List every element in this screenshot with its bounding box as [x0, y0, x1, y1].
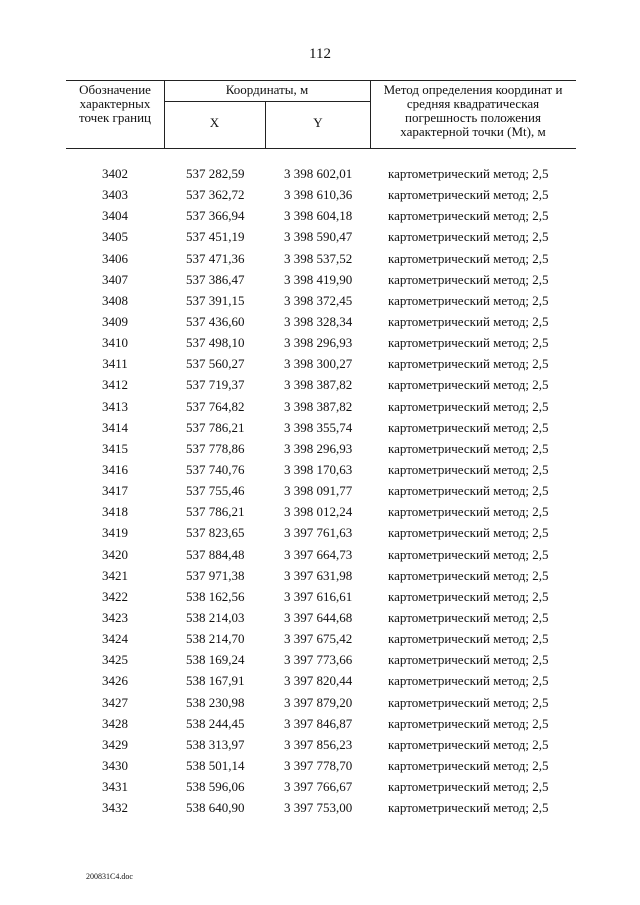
- table-row: [66, 396, 586, 417]
- method: картометрический метод; 2,5: [388, 356, 549, 372]
- table-row: [66, 522, 586, 543]
- point-number: 3420: [102, 546, 128, 562]
- method: картометрический метод; 2,5: [388, 546, 549, 562]
- method: картометрический метод; 2,5: [388, 229, 549, 245]
- coordinate-y: 3 397 856,23: [284, 736, 353, 752]
- method: картометрический метод; 2,5: [388, 461, 549, 477]
- table-header: [66, 80, 576, 150]
- coordinate-x: 538 169,24: [186, 652, 245, 668]
- coordinate-y: 3 397 761,63: [284, 525, 353, 541]
- coordinate-x: 537 786,21: [186, 504, 245, 520]
- coordinate-y: 3 398 537,52: [284, 250, 353, 266]
- header-y: Y: [313, 115, 323, 130]
- table-row: [66, 248, 586, 269]
- point-number: 3432: [102, 800, 128, 816]
- table-row: [66, 692, 586, 713]
- method: картометрический метод; 2,5: [388, 208, 549, 224]
- method: картометрический метод; 2,5: [388, 631, 549, 647]
- point-number: 3423: [102, 609, 128, 625]
- coordinate-y: 3 397 616,61: [284, 588, 353, 604]
- table-row: [66, 480, 586, 501]
- coordinate-x: 537 471,36: [186, 250, 245, 266]
- point-number: 3418: [102, 504, 128, 520]
- point-number: 3424: [102, 631, 128, 647]
- coordinate-x: 537 740,76: [186, 461, 245, 477]
- method: картометрический метод; 2,5: [388, 673, 549, 689]
- coordinate-x: 537 755,46: [186, 483, 245, 499]
- coordinate-y: 3 398 372,45: [284, 292, 353, 308]
- table-row: [66, 438, 586, 459]
- page-number: 112: [309, 46, 331, 62]
- point-number: 3421: [102, 567, 128, 583]
- coordinate-x: 538 244,45: [186, 715, 245, 731]
- coordinate-x: 538 640,90: [186, 800, 245, 816]
- header-bottom-rule: [66, 148, 576, 149]
- method: картометрический метод; 2,5: [388, 166, 549, 181]
- coordinate-y: 3 397 664,73: [284, 546, 353, 562]
- table-row: [66, 417, 586, 438]
- coordinate-x: 538 214,70: [186, 631, 245, 647]
- point-number: 3417: [102, 483, 128, 499]
- table-row: [66, 670, 586, 691]
- coordinate-x: 537 366,94: [186, 208, 245, 224]
- method: картометрический метод; 2,5: [388, 335, 549, 351]
- method: картометрический метод; 2,5: [388, 779, 549, 795]
- coordinate-y: 3 397 846,87: [284, 715, 353, 731]
- coordinate-x: 538 313,97: [186, 736, 245, 752]
- coordinate-y: 3 398 012,24: [284, 504, 353, 520]
- coordinate-y: 3 397 778,70: [284, 757, 353, 773]
- table-row: [66, 776, 586, 797]
- point-number: 3425: [102, 652, 128, 668]
- coordinate-x: 538 162,56: [186, 588, 245, 604]
- point-number: 3431: [102, 779, 128, 795]
- point-number: 3408: [102, 292, 128, 308]
- table-row: [66, 649, 586, 670]
- coordinate-y: 3 398 590,47: [284, 229, 353, 245]
- coordinate-y: 3 398 387,82: [284, 377, 353, 393]
- coordinate-y: 3 398 296,93: [284, 440, 353, 456]
- header-method: Метод определения координат и средняя квадратическая погрешность положения характерной точки (Mt), м: [383, 82, 563, 139]
- method: картометрический метод; 2,5: [388, 313, 549, 329]
- table-row: [66, 501, 586, 522]
- coordinate-y: 3 397 773,66: [284, 652, 353, 668]
- coordinates-divider-rule: [164, 101, 370, 102]
- point-number: 3419: [102, 525, 128, 541]
- method: картометрический метод; 2,5: [388, 187, 549, 203]
- method: картометрический метод; 2,5: [388, 398, 549, 414]
- table-row: [66, 713, 586, 734]
- coordinate-x: 538 596,06: [186, 779, 245, 795]
- table-row: [66, 607, 586, 628]
- method: картометрический метод; 2,5: [388, 588, 549, 604]
- point-number: 3412: [102, 377, 128, 393]
- coordinate-x: 538 214,03: [186, 609, 245, 625]
- coordinate-y: 3 397 644,68: [284, 609, 353, 625]
- table-row: [66, 332, 586, 353]
- method: картометрический метод; 2,5: [388, 440, 549, 456]
- coordinate-y: 3 398 355,74: [284, 419, 353, 435]
- method: картометрический метод; 2,5: [388, 377, 549, 393]
- point-number: 3407: [102, 271, 128, 287]
- point-number: 3429: [102, 736, 128, 752]
- coordinate-y: 3 397 766,67: [284, 779, 353, 795]
- method: картометрический метод; 2,5: [388, 567, 549, 583]
- coordinate-x: 537 451,19: [186, 229, 245, 245]
- table-row: [66, 586, 586, 607]
- coordinate-x: 537 391,15: [186, 292, 245, 308]
- coordinate-y: 3 398 296,93: [284, 335, 353, 351]
- table-row: [66, 269, 586, 290]
- coordinate-y: 3 398 387,82: [284, 398, 353, 414]
- table-body: [66, 163, 586, 818]
- table-row: [66, 459, 586, 480]
- coordinate-x: 537 362,72: [186, 187, 245, 203]
- table-row: [66, 628, 586, 649]
- table-row: [66, 565, 586, 586]
- method: картометрический метод; 2,5: [388, 800, 549, 816]
- coordinate-y: 3 398 419,90: [284, 271, 353, 287]
- table-row: [66, 734, 586, 755]
- point-number: 3430: [102, 757, 128, 773]
- coordinate-y: 3 397 820,44: [284, 673, 353, 689]
- table-row: [66, 797, 586, 818]
- point-number: 3414: [102, 419, 128, 435]
- coordinate-x: 537 436,60: [186, 313, 245, 329]
- coordinate-y: 3 398 602,01: [284, 166, 353, 181]
- coordinate-y: 3 398 170,63: [284, 461, 353, 477]
- coordinate-y: 3 397 879,20: [284, 694, 353, 710]
- method: картометрический метод; 2,5: [388, 609, 549, 625]
- method: картометрический метод; 2,5: [388, 694, 549, 710]
- point-number: 3405: [102, 229, 128, 245]
- coordinate-x: 537 778,86: [186, 440, 245, 456]
- method: картометрический метод; 2,5: [388, 292, 549, 308]
- method: картометрический метод; 2,5: [388, 715, 549, 731]
- point-number: 3410: [102, 335, 128, 351]
- coordinate-x: 538 230,98: [186, 694, 245, 710]
- table-row: [66, 544, 586, 565]
- coordinate-x: 537 764,82: [186, 398, 245, 414]
- point-number: 3403: [102, 187, 128, 203]
- footer-filename: 200831C4.doc: [86, 872, 133, 881]
- method: картометрический метод; 2,5: [388, 652, 549, 668]
- table-row: [66, 353, 586, 374]
- table-row: [66, 163, 586, 184]
- point-number: 3422: [102, 588, 128, 604]
- point-number: 3411: [102, 356, 128, 372]
- coordinate-x: 537 498,10: [186, 335, 245, 351]
- coordinate-x: 537 823,65: [186, 525, 245, 541]
- point-number: 3404: [102, 208, 128, 224]
- point-number: 3428: [102, 715, 128, 731]
- table-row: [66, 184, 586, 205]
- coordinate-y: 3 398 328,34: [284, 313, 353, 329]
- point-number: 3402: [102, 166, 128, 181]
- coordinate-x: 537 719,37: [186, 377, 245, 393]
- table-row: [66, 755, 586, 776]
- method: картометрический метод; 2,5: [388, 757, 549, 773]
- table-row: [66, 290, 586, 311]
- method: картометрический метод; 2,5: [388, 483, 549, 499]
- point-number: 3426: [102, 673, 128, 689]
- method: картометрический метод; 2,5: [388, 736, 549, 752]
- table-row: [66, 311, 586, 332]
- method: картометрический метод; 2,5: [388, 419, 549, 435]
- method: картометрический метод; 2,5: [388, 271, 549, 287]
- point-number: 3409: [102, 313, 128, 329]
- coordinate-y: 3 397 631,98: [284, 567, 353, 583]
- coordinate-x: 537 971,38: [186, 567, 245, 583]
- point-number: 3416: [102, 461, 128, 477]
- point-number: 3427: [102, 694, 128, 710]
- method: картометрический метод; 2,5: [388, 525, 549, 541]
- coordinate-x: 537 386,47: [186, 271, 245, 287]
- coordinate-x: 537 786,21: [186, 419, 245, 435]
- point-number: 3413: [102, 398, 128, 414]
- coordinate-y: 3 397 753,00: [284, 800, 353, 816]
- coordinate-x: 537 560,27: [186, 356, 245, 372]
- coordinate-x: 537 282,59: [186, 166, 245, 181]
- header-designation: Обозначение характерных точек границ: [78, 82, 152, 125]
- coordinate-x: 538 167,91: [186, 673, 245, 689]
- header-x: X: [209, 115, 220, 130]
- coordinate-y: 3 397 675,42: [284, 631, 353, 647]
- point-number: 3406: [102, 250, 128, 266]
- coordinate-x: 538 501,14: [186, 757, 245, 773]
- coordinate-y: 3 398 091,77: [284, 483, 353, 499]
- method: картометрический метод; 2,5: [388, 250, 549, 266]
- coordinate-y: 3 398 300,27: [284, 356, 353, 372]
- header-coordinates: Координаты, м: [225, 82, 309, 97]
- table-row: [66, 374, 586, 395]
- table-row: [66, 205, 586, 226]
- coordinate-x: 537 884,48: [186, 546, 245, 562]
- coordinate-y: 3 398 604,18: [284, 208, 353, 224]
- coordinate-y: 3 398 610,36: [284, 187, 353, 203]
- header-top-rule: [66, 80, 576, 81]
- table-row: [66, 226, 586, 247]
- method: картометрический метод; 2,5: [388, 504, 549, 520]
- point-number: 3415: [102, 440, 128, 456]
